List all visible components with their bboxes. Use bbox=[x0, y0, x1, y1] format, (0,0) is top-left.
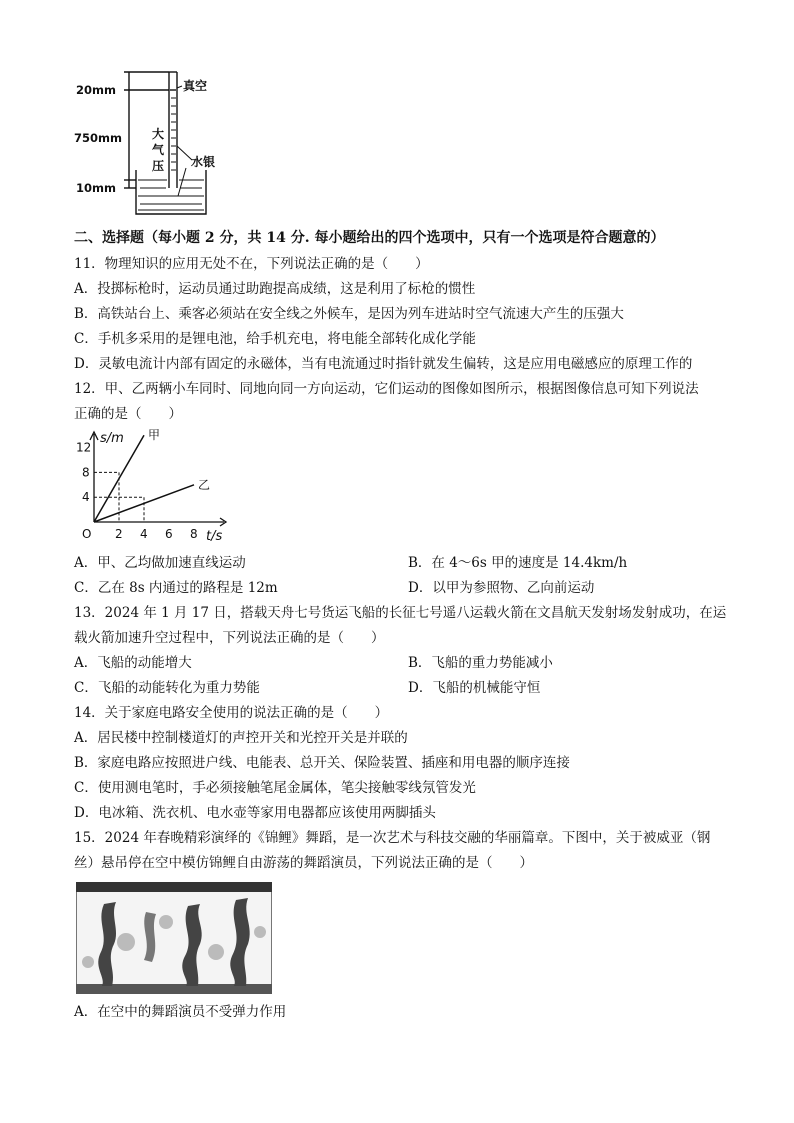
section-title: 二、选择题（每小题 2 分，共 14 分. 每小题给出的四个选项中，只有一个选项是符合题意的） bbox=[74, 230, 665, 246]
q12-option-c: C．乙在 8s 内通过的路程是 12m bbox=[74, 580, 278, 596]
y-tick-label: 8 bbox=[82, 465, 90, 480]
q15-stem-2: 丝）悬吊停在空中模仿锦鲤自由游荡的舞蹈演员，下列说法正确的是（ ） bbox=[74, 855, 533, 871]
y-tick-label: 4 bbox=[82, 490, 90, 505]
x-tick-label: 4 bbox=[140, 527, 148, 541]
label-atm-1: 大 bbox=[152, 127, 165, 141]
series-label-1: 甲 bbox=[148, 428, 161, 443]
y-tick-label: 12 bbox=[76, 440, 92, 455]
q12-stem-1: 12．甲、乙两辆小车同时、同地向同一方向运动，它们运动的图像如图所示，根据图像信息可知下列说法 bbox=[74, 381, 699, 397]
label-atm-2: 气 bbox=[152, 143, 165, 157]
q13-option-c: C．飞船的动能转化为重力势能 bbox=[74, 680, 260, 696]
q14-option-b: B．家庭电路应按照进户线、电能表、总开关、保险装置、插座和用电器的顺序连接 bbox=[74, 755, 570, 771]
q13-option-b: B．飞船的重力势能减小 bbox=[408, 655, 553, 671]
label-atm-3: 压 bbox=[152, 159, 165, 173]
x-tick-label: 8 bbox=[190, 527, 198, 541]
q14-stem: 14．关于家庭电路安全使用的说法正确的是（ ） bbox=[74, 705, 389, 721]
barometer-figure bbox=[74, 68, 244, 220]
st-chart bbox=[74, 428, 234, 546]
q14-option-a: A．居民楼中控制楼道灯的声控开关和光控开关是并联的 bbox=[74, 730, 408, 746]
q11-stem: 11．物理知识的应用无处不在，下列说法正确的是（ ） bbox=[74, 256, 429, 272]
q13-stem-2: 载火箭加速升空过程中，下列说法正确的是（ ） bbox=[74, 630, 385, 646]
y-axis-label: s/m bbox=[100, 431, 124, 446]
label-vacuum: 真空 bbox=[183, 79, 208, 93]
dancers-photo bbox=[76, 882, 272, 994]
series-label-2: 乙 bbox=[198, 477, 211, 492]
q12-option-a: A．甲、乙均做加速直线运动 bbox=[74, 555, 246, 571]
q11-option-c: C．手机多采用的是锂电池，给手机充电，将电能全部转化成化学能 bbox=[74, 331, 476, 347]
x-tick-label: 2 bbox=[115, 527, 123, 541]
q11-option-d: D．灵敏电流计内部有固定的永磁体，当有电流通过时指针就发生偏转，这是应用电磁感应的原理工作的 bbox=[74, 356, 693, 372]
q12-option-d: D．以甲为参照物、乙向前运动 bbox=[408, 580, 595, 596]
label-750mm: 750mm bbox=[74, 131, 122, 145]
q11-option-b: B．高铁站台上、乘客必须站在安全线之外候车，是因为列车进站时空气流速大产生的压强大 bbox=[74, 306, 624, 322]
label-mercury: 水银 bbox=[191, 155, 216, 169]
q12-stem-2: 正确的是（ ） bbox=[74, 406, 182, 422]
q14-option-d: D．电冰箱、洗衣机、电水壶等家用电器都应该使用两脚插头 bbox=[74, 805, 436, 821]
x-tick-label: 6 bbox=[165, 527, 173, 541]
q14-option-c: C．使用测电笔时，手必须接触笔尾金属体，笔尖接触零线氖管发光 bbox=[74, 780, 476, 796]
label-10mm: 10mm bbox=[76, 181, 116, 195]
label-20mm: 20mm bbox=[76, 83, 116, 97]
q15-option-a: A．在空中的舞蹈演员不受弹力作用 bbox=[74, 1004, 287, 1020]
origin-label: O bbox=[82, 527, 92, 541]
q13-option-a: A．飞船的动能增大 bbox=[74, 655, 192, 671]
x-axis-label: t/s bbox=[206, 529, 223, 544]
q11-option-a: A．投掷标枪时，运动员通过助跑提高成绩，这是利用了标枪的惯性 bbox=[74, 281, 476, 297]
series-line-2 bbox=[94, 485, 194, 522]
q13-stem-1: 13．2024 年 1 月 17 日，搭载天舟七号货运飞船的长征七号遥八运载火箭在文昌航天发射场发射成功，在运 bbox=[74, 605, 727, 621]
q12-option-b: B．在 4～6s 甲的速度是 14.4km/h bbox=[408, 555, 628, 571]
q13-option-d: D．飞船的机械能守恒 bbox=[408, 680, 541, 696]
q15-stem-1: 15．2024 年春晚精彩演绎的《锦鲤》舞蹈，是一次艺术与科技交融的华丽篇章。下图中，关于被威亚（钢 bbox=[74, 830, 711, 846]
